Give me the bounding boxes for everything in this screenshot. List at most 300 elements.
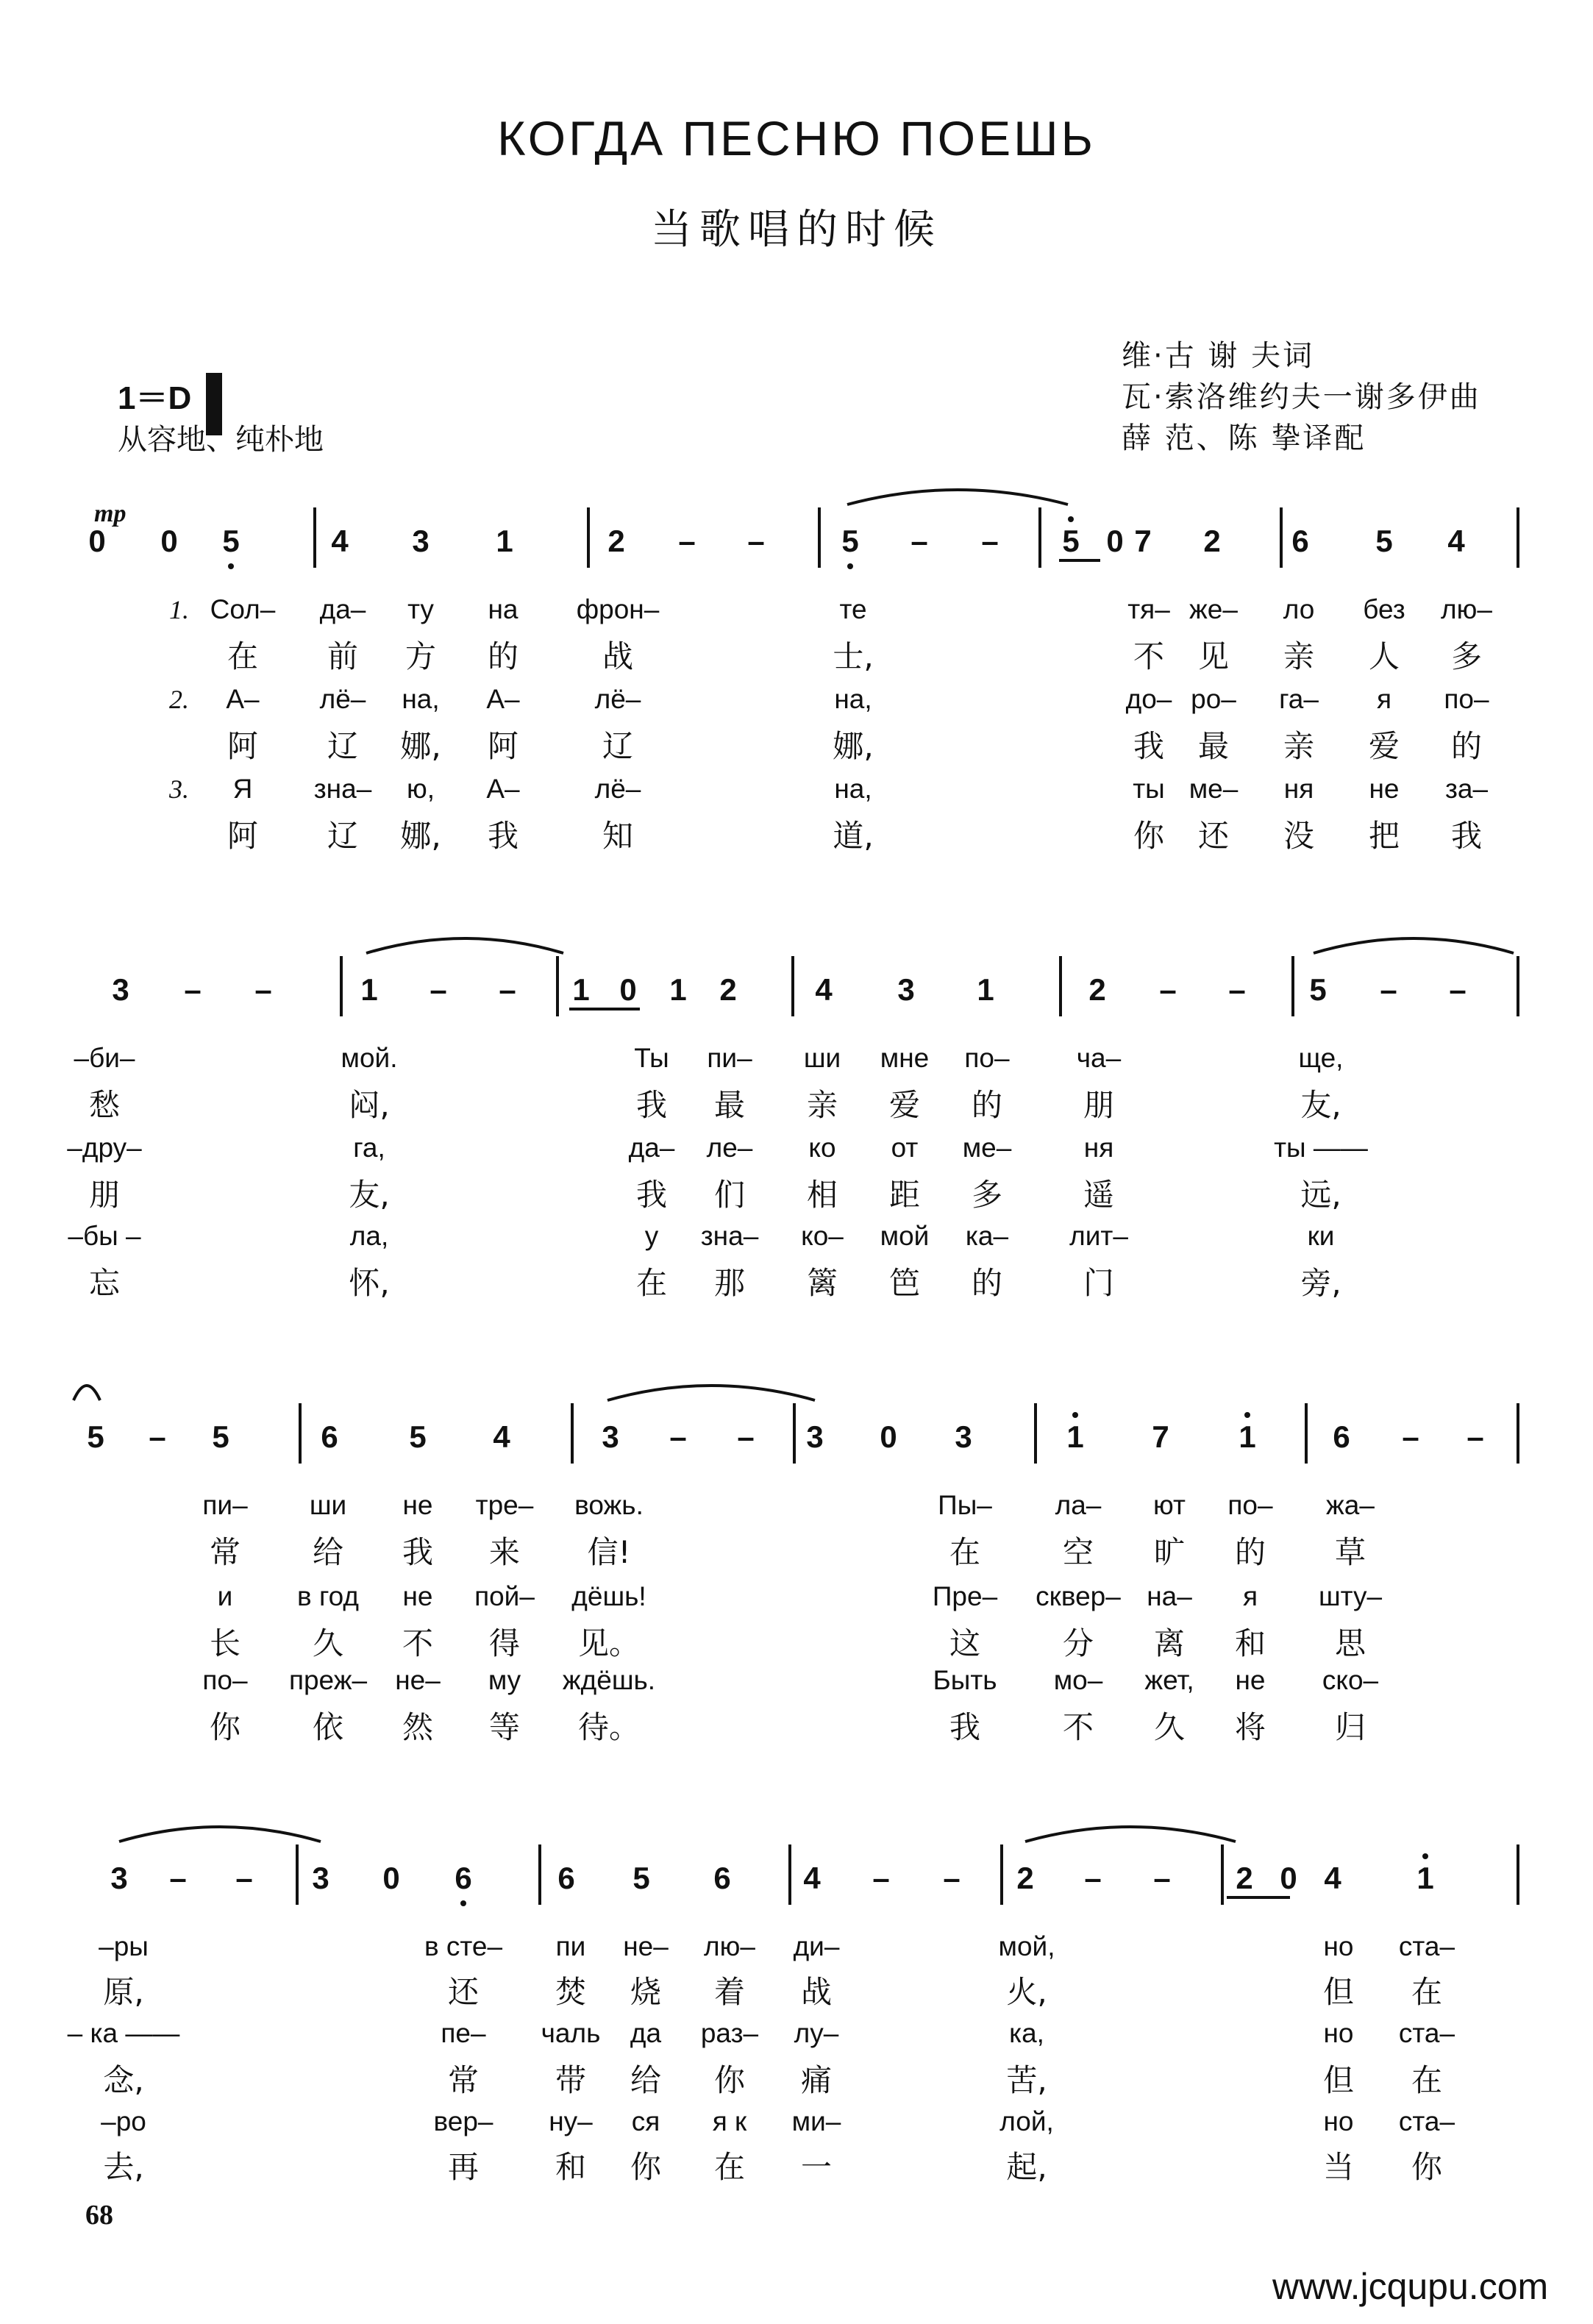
lyric-syllable-zh: 不 [1062,1709,1094,1745]
lyric-syllable-ru: дёшь! [571,1581,646,1611]
lyric-syllable-ru: без [1363,594,1405,624]
lyric-syllable-zh: 得 [488,1625,521,1661]
lyric-syllable-ru: пе– [441,2018,486,2048]
key-signature [118,371,217,419]
note: 3 [412,524,430,558]
lyric-syllable-zh: 将 [1234,1709,1266,1745]
lyric-syllable-zh: 烧 [630,1974,662,2010]
note: 1 [360,972,378,1007]
lyric-syllable-ru: да [630,2018,662,2048]
lyric-syllable-zh: 信! [587,1534,631,1570]
lyric-syllable-zh: 的 [971,1087,1003,1123]
lyric-syllable-zh: 的 [1450,728,1483,764]
lyric-syllable-ru: сквер– [1036,1581,1121,1611]
note: 5 [222,524,240,558]
lyric-syllable-zh: 常 [447,2062,480,2098]
lyric-syllable-ru: ши [309,1490,347,1520]
lyric-syllable-ru: не– [623,1931,669,1961]
note: 5 [1062,524,1080,558]
lyric-syllable-ru: в сте– [424,1931,503,1961]
lyric-syllable-zh: 的 [1234,1534,1266,1570]
lyric-syllable-ru: но [1323,2106,1354,2136]
lyric-syllable-zh: 愁 [88,1087,121,1123]
lyric-syllable-ru: А– [486,774,520,804]
note: 4 [331,524,349,558]
lyric-syllable-zh: 再 [447,2149,480,2185]
watermark: www.jcqupu.com [1272,2266,1549,2307]
lyric-syllable-ru: мой [880,1221,930,1251]
notation-line [0,1844,1593,1925]
lyric-syllable-ru: ста– [1398,2018,1455,2048]
extension-dash: – [910,524,928,558]
lyric-syllable-ru: пи– [202,1490,248,1520]
note: 1 [669,972,687,1007]
lyric-syllable-ru: ско– [1322,1665,1379,1695]
lyric-syllable-ru: и [217,1581,233,1611]
lyric-syllable-ru: на, [834,684,872,714]
lyric-syllable-zh: 辽 [327,818,359,854]
lyric-syllable-zh: 草 [1334,1534,1366,1570]
lyric-syllable-ru: да– [319,594,366,624]
lyric-syllable-zh: 不 [402,1625,434,1661]
lyric-syllable-ru: лой, [999,2106,1054,2136]
lyric-syllable-ru: ло [1283,594,1315,624]
note: 0 [88,524,106,558]
lyric-syllable-zh: 我 [949,1709,981,1745]
lyric-syllable-zh: 在 [713,2149,746,2185]
lyric-syllable-zh: 给 [312,1534,344,1570]
slur-layer [0,1812,1593,1856]
eighth-underline [1227,1896,1290,1899]
lyric-syllable-ru: шту– [1318,1581,1383,1611]
lyric-syllable-zh: 忘 [88,1265,121,1301]
note: 6 [455,1861,472,1895]
lyric-syllable-zh: 朋 [1083,1087,1115,1123]
lyric-syllable-zh: 道, [833,818,874,854]
lyric-syllable-zh: 起, [1006,2149,1047,2185]
lyric-syllable-ru: но [1323,1931,1354,1961]
eighth-underline [569,1008,640,1010]
lyric-syllable-ru: –дру– [67,1133,142,1163]
lyric-syllable-zh: 朋 [88,1177,121,1213]
lyric-syllable-ru: ты —— [1274,1133,1368,1163]
note: 2 [1236,1861,1253,1895]
lyric-syllable-ru: фрон– [576,594,660,624]
note: 2 [1203,524,1221,558]
extension-dash: – [678,524,696,558]
lyric-syllable-zh: 去, [103,2149,144,2185]
lyric-syllable-zh: 人 [1368,638,1400,674]
lyric-syllable-ru: ко [808,1133,836,1163]
lyric-syllable-zh: 在 [949,1534,981,1570]
lyric-syllable-ru: лит– [1069,1221,1128,1251]
tempo-marking: 从容地、纯朴地 [118,423,324,457]
note: 3 [897,972,915,1007]
lyric-syllable-ru: зна– [313,774,372,804]
lyric-syllable-zh: 你 [1411,2149,1443,2185]
lyric-syllable-ru: га– [1279,684,1319,714]
note: 2 [607,524,625,558]
lyric-syllable-zh: 多 [1450,638,1483,674]
lyric-syllable-zh: 焚 [555,1974,587,2010]
note: 5 [212,1419,229,1454]
note: 2 [719,972,737,1007]
note: 3 [955,1419,972,1454]
extension-dash: – [149,1419,166,1454]
lyric-syllable-ru: –ры [99,1931,149,1961]
lyric-syllable-zh: 亲 [806,1087,838,1123]
lyric-syllable-zh: 亲 [1283,728,1315,764]
lyric-syllable-zh: 旷 [1153,1534,1186,1570]
lyric-syllable-ru: тре– [475,1490,534,1520]
lyric-syllable-ru: лю– [704,1931,755,1961]
note: 0 [619,972,637,1007]
lyric-syllable-ru: лё– [319,684,366,714]
lyric-syllable-zh: 的 [971,1265,1003,1301]
lyric-syllable-ru: –бы – [68,1221,141,1251]
note: 0 [880,1419,897,1454]
page-number: 68 [85,2200,113,2231]
lyric-syllable-ru: ши [803,1043,841,1073]
lyric-syllable-zh: 念, [103,2062,144,2098]
lyric-syllable-zh: 离 [1153,1625,1186,1661]
lyric-syllable-ru: ста– [1398,2106,1455,2136]
lyric-syllable-ru: те [839,594,867,624]
lyric-syllable-zh: 爱 [888,1087,921,1123]
lyric-syllable-zh: 最 [1197,728,1230,764]
note: 5 [841,524,859,558]
lyric-syllable-zh: 来 [488,1534,521,1570]
credit-composer: 瓦·索洛维约夫一谢多伊曲 [1122,380,1481,414]
extension-dash: – [1402,1419,1419,1454]
lyric-syllable-ru: –ро [101,2106,146,2136]
lyric-syllable-ru: ста– [1398,1931,1455,1961]
lyric-syllable-zh: 那 [713,1265,746,1301]
lyric-syllable-zh: 旁, [1300,1265,1341,1301]
eighth-underline [1059,559,1100,562]
note: 4 [1447,524,1465,558]
lyric-syllable-ru: ме– [1188,774,1239,804]
note: 3 [602,1419,619,1454]
lyric-syllable-ru: не [402,1490,433,1520]
extension-dash: – [499,972,516,1007]
lyric-syllable-ru: ты [1133,774,1165,804]
lyric-syllable-ru: преж– [288,1665,368,1695]
lyric-syllable-zh: 和 [1234,1625,1266,1661]
lyric-syllable-zh: 战 [800,1974,833,2010]
lyric-syllable-zh: 带 [555,2062,587,2098]
lyric-syllable-zh: 你 [630,2149,662,2185]
lyric-syllable-ru: –би– [74,1043,135,1073]
lyric-syllable-ru: ждёшь. [562,1665,656,1695]
lyric-syllable-ru: я к [712,2106,747,2136]
lyric-syllable-ru: ну– [549,2106,593,2136]
song-title: КОГДА ПЕСНЮ ПОЕШЬ [497,111,1096,165]
lyric-syllable-ru: мо– [1053,1665,1103,1695]
lyric-syllable-zh: 火, [1006,1974,1047,2010]
key-label: 1＝D [118,380,192,416]
lyric-syllable-ru: ня [1283,774,1314,804]
lyric-syllable-ru: в год [297,1581,359,1611]
lyric-syllable-zh: 久 [312,1625,344,1661]
lyric-syllable-ru: пой– [474,1581,535,1611]
lyric-syllable-ru: лу– [794,2018,839,2048]
lyric-syllable-ru: лю– [1441,594,1492,624]
lyric-syllable-ru: не– [395,1665,441,1695]
lyric-syllable-zh: 们 [713,1177,746,1213]
lyric-syllable-ru: ют [1153,1490,1186,1520]
lyric-syllable-ru: ю, [406,774,435,804]
extension-dash: – [747,524,765,558]
lyric-syllable-ru: не [1369,774,1400,804]
lyric-syllable-zh: 战 [602,638,634,674]
lyric-syllable-ru: Ты [634,1043,669,1073]
lyric-syllable-zh: 不 [1133,638,1165,674]
lyric-syllable-ru: ле– [706,1133,753,1163]
lyric-syllable-zh: 没 [1283,818,1315,854]
lyric-syllable-ru: не [402,1581,433,1611]
lyric-syllable-zh: 我 [635,1177,668,1213]
lyric-syllable-zh: 久 [1153,1709,1186,1745]
lyric-syllable-ru: Быть [933,1665,997,1695]
note: 1 [572,972,590,1007]
lyric-syllable-zh: 常 [209,1534,241,1570]
lyric-syllable-zh: 给 [630,2062,662,2098]
lyric-syllable-ru: на– [1147,1581,1192,1611]
lyric-syllable-ru: я [1242,1581,1258,1611]
lyric-syllable-zh: 友, [349,1177,390,1213]
lyric-syllable-ru: ла– [1055,1490,1102,1520]
tie-arc [847,490,1068,505]
verse-number: 2. [169,685,189,714]
lyric-syllable-ru: ся [631,2106,660,2136]
extension-dash: – [1467,1419,1484,1454]
lyric-syllable-ru: по– [1444,684,1489,714]
lyric-syllable-zh: 篱 [806,1265,838,1301]
extension-dash: – [872,1861,890,1895]
note: 1 [1066,1419,1084,1454]
note: 7 [1134,524,1152,558]
lyric-syllable-ru: му [488,1665,521,1695]
lyric-syllable-ru: лё– [594,774,641,804]
octave-dot-below [847,563,853,569]
lyric-syllable-zh: 见 [1197,638,1230,674]
extension-dash: – [254,972,272,1007]
lyric-syllable-ru: жа– [1326,1490,1375,1520]
note: 6 [1333,1419,1350,1454]
note: 1 [1416,1861,1434,1895]
lyric-syllable-zh: 我 [487,818,519,854]
lyric-syllable-zh: 你 [209,1709,241,1745]
extension-dash: – [1380,972,1397,1007]
lyric-syllable-ru: ня [1083,1133,1114,1163]
lyric-syllable-ru: по– [964,1043,1010,1073]
lyric-syllable-zh: 在 [1411,1974,1443,2010]
note: 0 [1106,524,1124,558]
lyric-syllable-zh: 远, [1300,1177,1341,1213]
lyric-syllable-ru: мой. [341,1043,398,1073]
lyric-syllable-ru: я [1376,684,1392,714]
lyric-syllable-zh: 我 [1133,728,1165,764]
lyric-syllable-zh: 归 [1334,1709,1366,1745]
lyric-syllable-ru: но [1323,2018,1354,2048]
note: 5 [632,1861,650,1895]
lyric-syllable-zh: 遥 [1083,1177,1115,1213]
tie-arc [119,1827,321,1842]
lyric-syllable-ru: да– [628,1133,675,1163]
lyric-syllable-zh: 空 [1062,1534,1094,1570]
lyric-syllable-zh: 在 [635,1265,668,1301]
lyric-syllable-ru: лё– [594,684,641,714]
lyric-syllable-zh: 阿 [227,728,259,764]
lyric-syllable-zh: 一 [800,2149,833,2185]
lyric-syllable-zh: 方 [405,638,437,674]
song-subtitle: 当歌唱的时候 [651,206,942,254]
lyric-syllable-zh: 多 [971,1177,1003,1213]
lyric-syllable-zh: 但 [1322,2062,1355,2098]
lyric-syllable-ru: на, [402,684,440,714]
extension-dash: – [943,1861,961,1895]
lyric-syllable-ru: раз– [700,2018,759,2048]
lyric-syllable-zh: 门 [1083,1265,1115,1301]
note: 1 [1239,1419,1256,1454]
lyric-syllable-zh: 我 [402,1534,434,1570]
note: 5 [87,1419,104,1454]
lyric-syllable-ru: ко– [801,1221,844,1251]
lyric-syllable-zh: 娜, [400,728,441,764]
note: 3 [112,972,129,1007]
extension-dash: – [669,1419,687,1454]
extension-dash: – [1159,972,1177,1007]
lyric-syllable-ru: ла, [349,1221,389,1251]
lyric-syllable-ru: га, [353,1133,385,1163]
lyric-syllable-zh: 见。 [577,1625,641,1661]
extension-dash: – [430,972,447,1007]
extension-dash: – [1449,972,1467,1007]
lyric-syllable-ru: Сол– [210,594,276,624]
lyric-syllable-ru: жет, [1144,1665,1194,1695]
tie-arc [607,1386,815,1400]
slur-layer [0,924,1593,968]
lyric-syllable-ru: ту [407,594,434,624]
note: 6 [321,1419,338,1454]
lyric-syllable-zh: 你 [1133,818,1165,854]
extension-dash: – [235,1861,253,1895]
tie-arc [1314,938,1514,953]
lyric-syllable-zh: 原, [103,1974,144,2010]
note: 1 [496,524,513,558]
lyric-syllable-zh: 和 [555,2149,587,2185]
lyric-syllable-ru: ще, [1298,1043,1344,1073]
note: 1 [977,972,994,1007]
lyric-syllable-ru: Пре– [932,1581,998,1611]
tie-arc [74,1386,100,1400]
tie-arc [366,938,563,953]
lyric-syllable-zh: 士, [833,638,874,674]
note: 2 [1088,972,1106,1007]
lyric-syllable-zh: 友, [1300,1087,1341,1123]
dynamic-marking: mp [94,500,126,527]
lyric-syllable-ru: А– [486,684,520,714]
lyric-syllable-zh: 你 [713,2062,746,2098]
lyric-syllable-zh: 阿 [487,728,519,764]
note: 4 [493,1419,510,1454]
lyric-syllable-ru: по– [1227,1490,1273,1520]
lyric-syllable-zh: 娜, [400,818,441,854]
tie-arc [1025,1827,1236,1842]
lyric-syllable-ru: ка– [965,1221,1009,1251]
note: 6 [713,1861,731,1895]
lyric-syllable-zh: 但 [1322,1974,1355,2010]
lyric-syllable-zh: 亲 [1283,638,1315,674]
lyric-syllable-zh: 还 [447,1974,480,2010]
lyric-syllable-zh: 等 [488,1709,521,1745]
note: 2 [1016,1861,1034,1895]
note: 3 [110,1861,128,1895]
lyric-syllable-ru: пи– [707,1043,752,1073]
verse-number: 1. [169,595,189,624]
note: 3 [806,1419,824,1454]
lyric-syllable-ru: мой, [998,1931,1055,1961]
lyric-syllable-zh: 相 [806,1177,838,1213]
note: 5 [409,1419,427,1454]
lyric-syllable-zh: 然 [402,1709,434,1745]
lyric-syllable-zh: 当 [1322,2149,1355,2185]
extension-dash: – [1228,972,1246,1007]
lyric-syllable-zh: 笆 [888,1265,921,1301]
slur-layer [0,475,1593,519]
lyric-syllable-zh: 思 [1334,1625,1366,1661]
lyric-syllable-ru: Я [232,774,253,804]
lyric-syllable-ru: не [1235,1665,1266,1695]
note: 5 [1375,524,1393,558]
credit-translator: 薛 范、陈 挚译配 [1122,421,1366,455]
octave-dot-below [228,563,234,569]
lyric-syllable-zh: 苦, [1006,2062,1047,2098]
extension-dash: – [1153,1861,1171,1895]
lyric-syllable-zh: 长 [209,1625,241,1661]
note: 5 [1309,972,1327,1007]
lyric-syllable-ru: мне [880,1043,930,1073]
lyric-syllable-ru: ро– [1191,684,1236,714]
lyric-syllable-zh: 在 [1411,2062,1443,2098]
extension-dash: – [184,972,202,1007]
lyric-syllable-zh: 待。 [577,1709,641,1745]
extension-dash: – [737,1419,755,1454]
lyric-syllable-zh: 阿 [227,818,259,854]
verse-number: 3. [169,774,189,804]
lyric-syllable-ru: ме– [962,1133,1012,1163]
lyric-syllable-ru: – ка —— [67,2018,180,2048]
note: 4 [1324,1861,1341,1895]
lyric-syllable-zh: 分 [1062,1625,1094,1661]
lyric-syllable-zh: 最 [713,1087,746,1123]
lyric-syllable-zh: 辽 [602,728,634,764]
lyric-syllable-zh: 依 [312,1709,344,1745]
lyric-syllable-zh: 这 [949,1625,981,1661]
lyric-syllable-zh: 还 [1197,818,1230,854]
lyric-syllable-ru: за– [1444,774,1489,804]
lyric-syllable-ru: А– [226,684,260,714]
note: 0 [160,524,178,558]
lyric-syllable-zh: 把 [1368,818,1400,854]
notation-line [0,507,1593,588]
note: 4 [815,972,833,1007]
lyric-syllable-zh: 闷, [349,1087,390,1123]
lyric-syllable-ru: ки [1307,1221,1335,1251]
lyric-syllable-ru: по– [202,1665,248,1695]
lyric-syllable-ru: на [488,594,518,624]
